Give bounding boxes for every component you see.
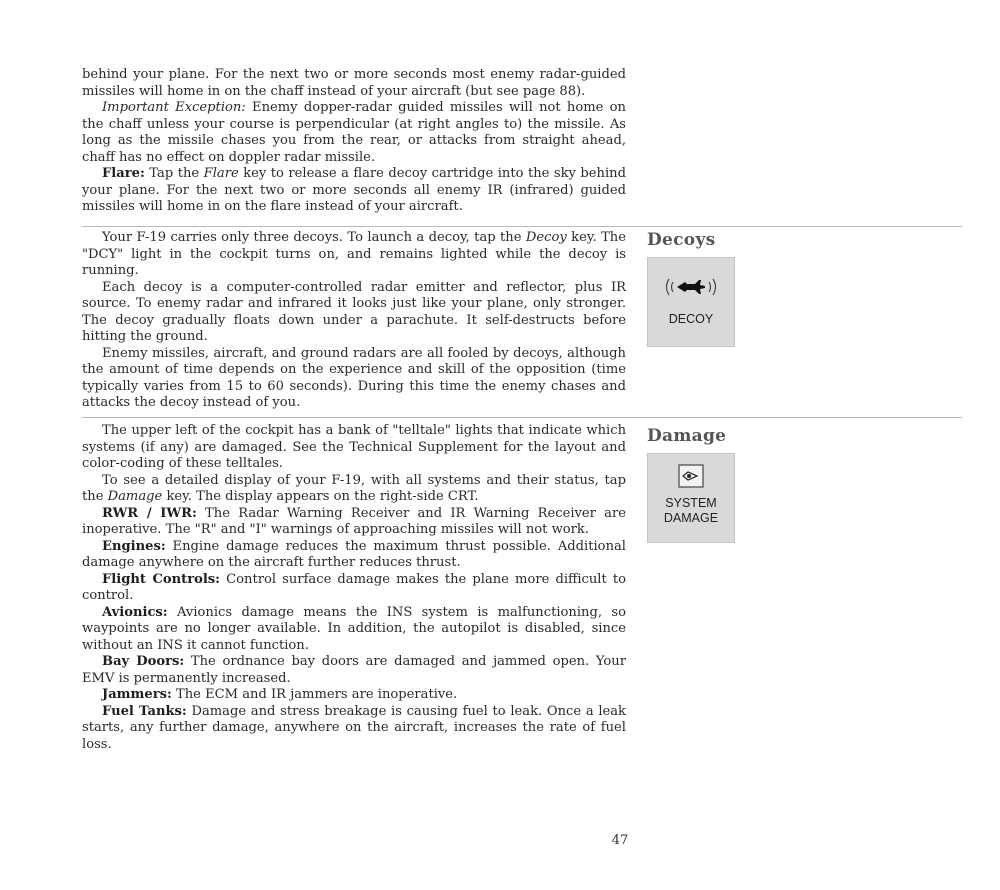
decoys-paragraph-1: [82, 230, 626, 280]
damage-item-label: Jammers:: [102, 687, 172, 702]
damage-item: [82, 539, 626, 572]
damage-item-label: Flight Controls:: [102, 571, 221, 587]
section-divider: [82, 417, 962, 418]
decoys-section: [82, 230, 626, 412]
damage-screen-icon: [678, 464, 704, 488]
damage-item-text: Avionics damage means the INS system is malfunctioning, so waypoints are no longer available. In addition, the autopilot is disabled, since without an INS it cannot function.: [82, 604, 626, 653]
damage-section: [82, 423, 626, 753]
damage-item-text: The ECM and IR jammers are inoperative.: [171, 687, 458, 702]
damage-item-text: Engine damage reduces the maximum thrust possible. Additional damage anywhere on the aircraft further reduces thrust.: [82, 538, 626, 570]
important-exception-text: Enemy dopper-radar guided missiles will not home on the chaff unless your course is perpendicular (at right angles to) the missile. As long as the missile chases you from the rear, or attacks from straight ahead, chaff has no effect on doppler radar missile.: [82, 100, 626, 165]
damage-item-label: Engines:: [102, 538, 166, 554]
decoys-paragraph-3: Enemy missiles, aircraft, and ground radars are all fooled by decoys, although the amount of time depends on the experience and skill of the opposition (time typically varies from 15 to 60 seconds). During this time the enemy chases and attacks the decoy instead of you.: [82, 345, 626, 410]
flare-label: Flare:: [102, 166, 145, 181]
countermeasures-section: [82, 67, 626, 216]
system-damage-key-label: [664, 496, 718, 526]
damage-item-text: Damage and stress breakage is causing fuel to leak. Once a leak starts, any further damage, anywhere on the aircraft, increases the rate of fuel loss.: [82, 703, 626, 752]
important-exception-label: Important Exception:: [102, 100, 246, 115]
flare-text-a: Tap the: [144, 166, 204, 181]
damage-item: [82, 572, 626, 605]
damage-key-name: Damage: [107, 489, 163, 504]
section-divider: [82, 226, 962, 227]
damage-item: [82, 654, 626, 687]
decoy-key-label: DECOY: [668, 312, 714, 326]
damage-item-label: Avionics:: [102, 604, 168, 620]
important-exception-paragraph: [82, 100, 626, 166]
decoys-paragraph-2: Each decoy is a computer-controlled radar emitter and reflector, plus IR source. To enemy radar and infrared it looks just like your plane, only stronger. The decoy gradually floats down under a parachute. It self-destructs before hitting the ground.: [82, 279, 626, 344]
damage-item: [82, 687, 626, 704]
damage-paragraph-2: [82, 473, 626, 506]
decoys-heading: Decoys: [647, 230, 716, 250]
chaff-paragraph: behind your plane. For the next two or more seconds most enemy radar-guided missiles will home in on the chaff instead of your aircraft (but see page 88).: [82, 67, 626, 99]
damage-item-text: The Radar Warning Receiver and IR Warning Receiver are inoperative. The "R" and "I" warnings of approaching missiles will not work.: [82, 505, 626, 537]
damage-heading: Damage: [647, 426, 727, 446]
decoys-text-b: key. The "DCY" light in the cockpit turns on, and remains lighted while the decoy is running.: [82, 230, 626, 278]
decoys-text-a: Your F-19 carries only three decoys. To launch a decoy, tap the: [102, 230, 526, 245]
key-label-line-2: DAMAGE: [663, 511, 719, 525]
damage-item-label: RWR / IWR:: [102, 505, 197, 521]
damage-paragraph-1: The upper left of the cockpit has a bank of "telltale" lights that indicate which systems (if any) are damaged. See the Technical Supplement for the layout and color-coding of these telltales.: [82, 423, 626, 471]
damage-item: [82, 704, 626, 754]
key-label-line-1: SYSTEM: [665, 496, 717, 510]
page-number: 47: [611, 833, 629, 848]
decoy-key: [647, 257, 735, 347]
decoy-plane-icon: [663, 274, 719, 300]
flare-text-b: key to release a flare decoy cartridge into the sky behind your plane. For the next two or more seconds all enemy IR (infrared) guided missiles will home in on the flare instead of your aircraft.: [82, 166, 626, 214]
damage-text-b: key. The display appears on the right-side CRT.: [162, 489, 479, 504]
damage-item-text: The ordnance bay doors are damaged and jammed open. Your EMV is permanently increased.: [82, 654, 626, 686]
flare-key-name: Flare: [203, 166, 239, 181]
flare-paragraph: [82, 166, 626, 216]
damage-item-label: Fuel Tanks:: [102, 703, 187, 719]
system-damage-key: [647, 453, 735, 543]
decoy-key-name: Decoy: [525, 230, 567, 245]
damage-item-label: Bay Doors:: [102, 654, 185, 669]
damage-item: [82, 506, 626, 539]
damage-text-a: To see a detailed display of your F-19, with all systems and their status, tap the: [82, 472, 626, 504]
damage-item-text: Control surface damage makes the plane more difficult to control.: [82, 571, 626, 603]
damage-item: [82, 605, 626, 655]
